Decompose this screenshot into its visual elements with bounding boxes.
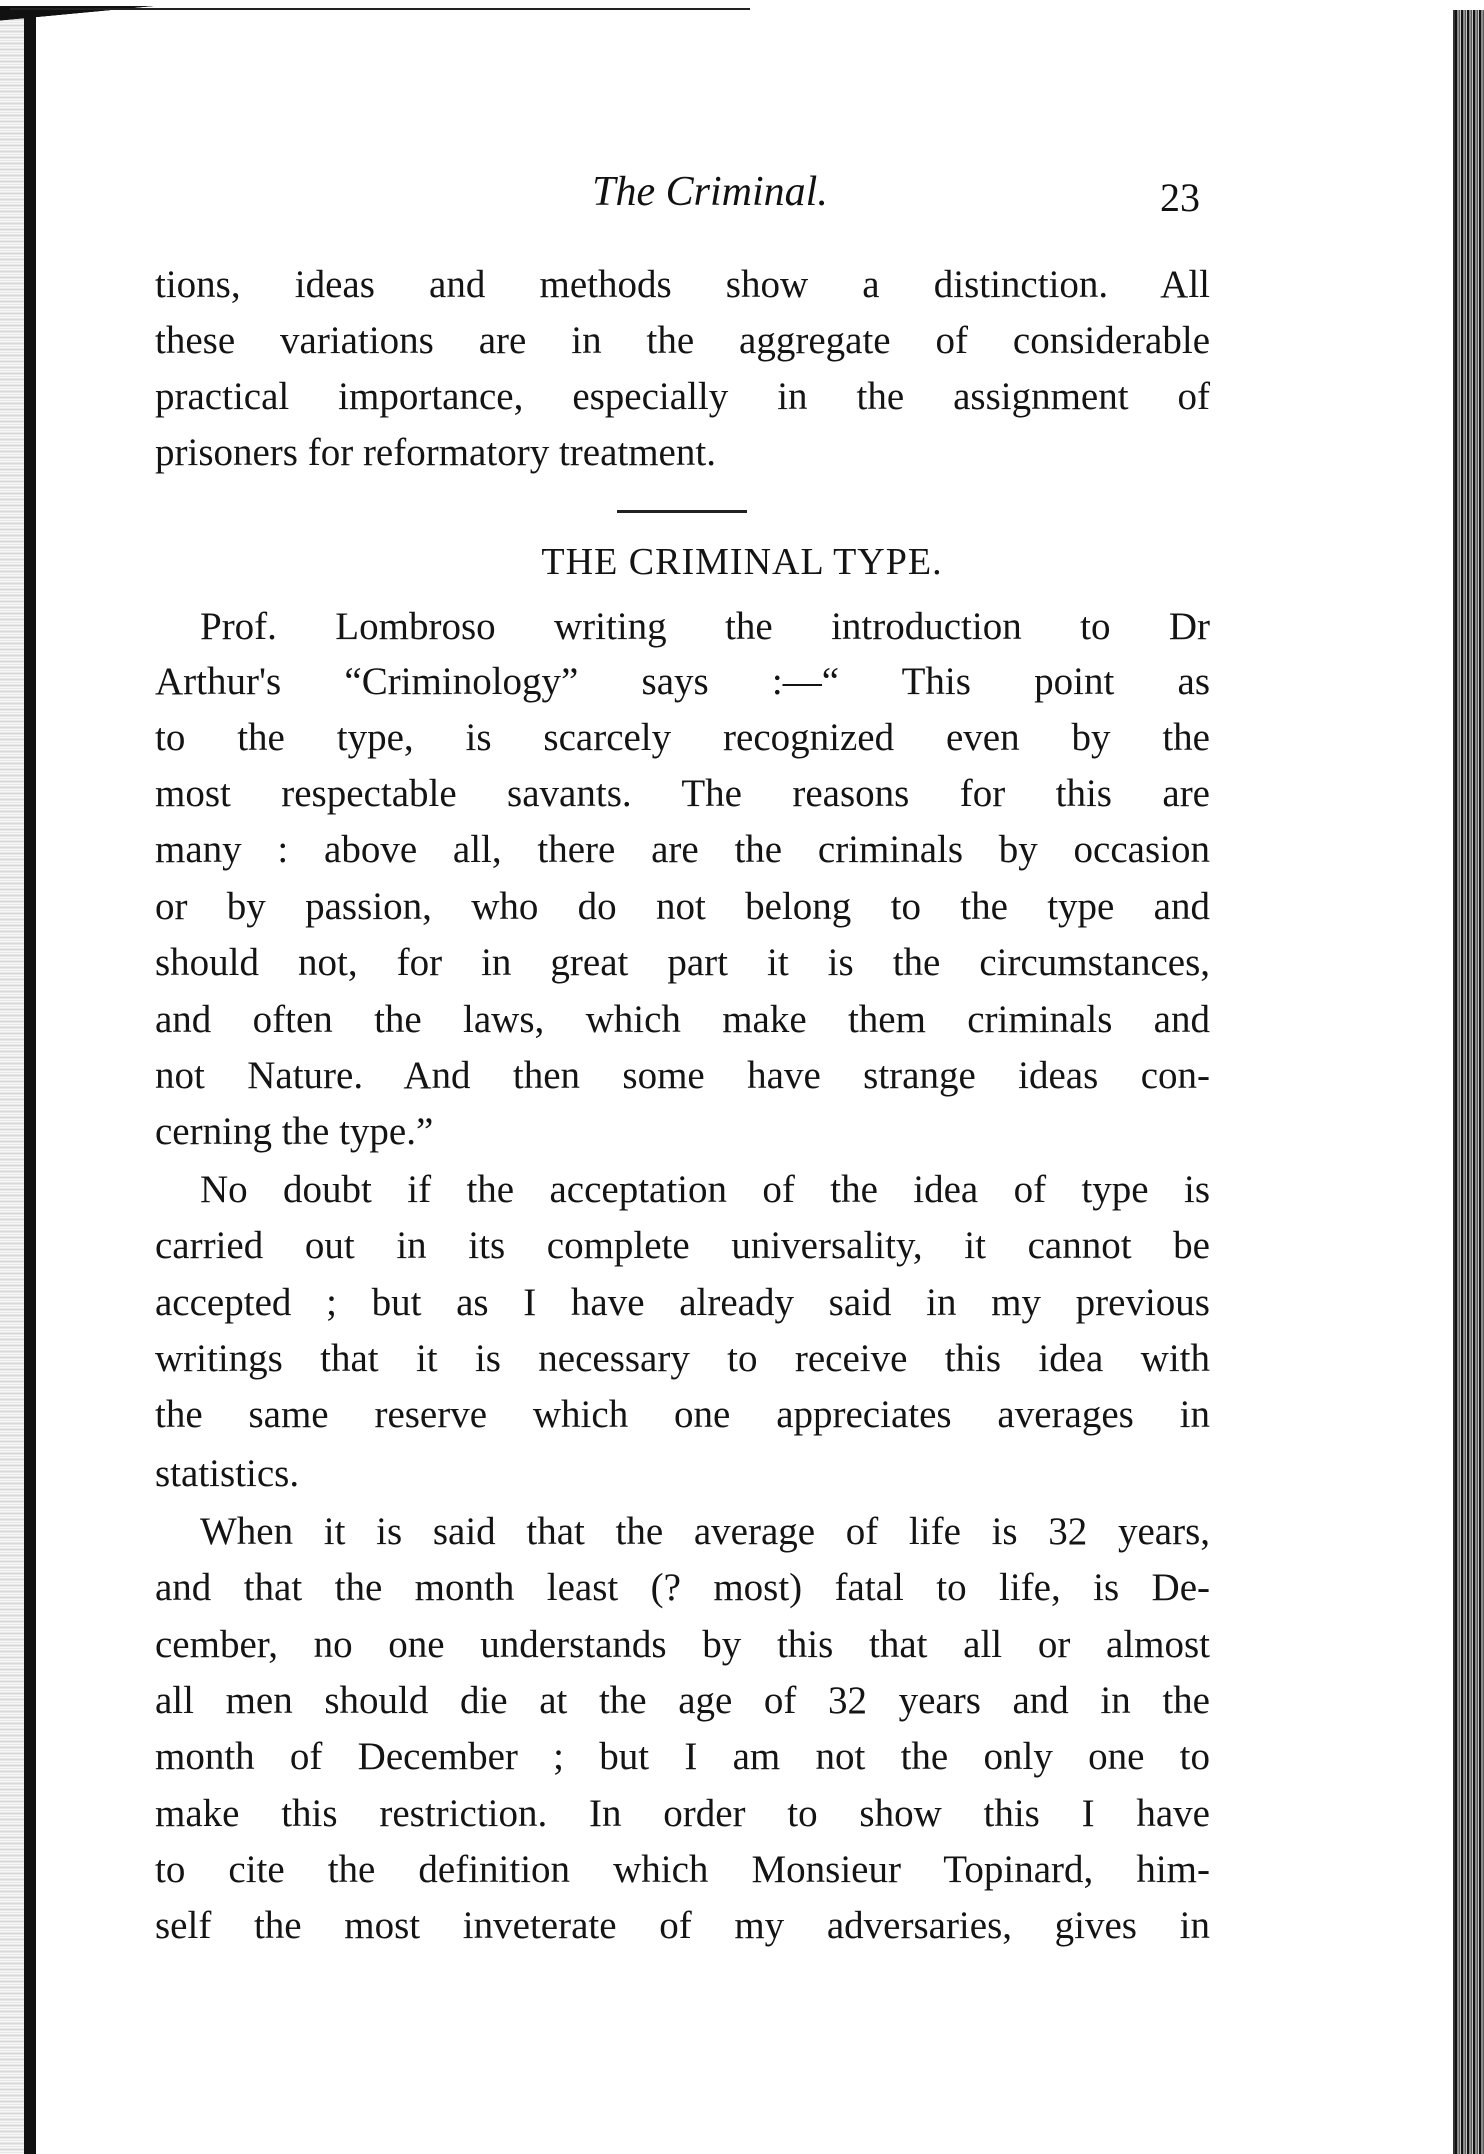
text-line: When it is said that the average of life is 32 years, [200,1510,1210,1553]
text-line: month of December ; but I am not the only one to [155,1735,1210,1778]
text-line: and that the month least (? most) fatal to life, is De- [155,1566,1210,1609]
text-line: No doubt if the acceptation of the idea of type is [200,1168,1210,1211]
text-line: Arthur's “Criminology” says :—“ This point as [155,660,1210,703]
page-number: 23 [1160,175,1200,220]
running-title: The Criminal. [592,169,828,215]
page-stack-right [1455,10,1484,2154]
text-line: cerning the type.” [155,1110,434,1153]
section-heading: THE CRIMINAL TYPE. [541,541,943,583]
text-line: many : above all, there are the criminals by occasion [155,828,1210,871]
text-line: most respectable savants. The reasons for this are [155,772,1210,815]
text-line: carried out in its complete universality, it cannot be [155,1224,1210,1267]
text-line: tions, ideas and methods show a distinction. All [155,263,1210,306]
text-line: should not, for in great part it is the circumstances, [155,941,1210,984]
text-line: prisoners for reformatory treatment. [155,431,716,474]
text-line: or by passion, who do not belong to the type and [155,885,1210,928]
text-line: and often the laws, which make them criminals and [155,998,1210,1041]
running-head [0,168,1484,218]
text-line: not Nature. And then some have strange ideas con- [155,1054,1210,1097]
text-line: to cite the definition which Monsieur Topinard, him- [155,1848,1210,1891]
text-line: self the most inveterate of my adversaries, gives in [155,1904,1210,1947]
text-line: these variations are in the aggregate of considerable [155,319,1210,362]
text-line: Prof. Lombroso writing the introduction to Dr [200,605,1210,648]
text-line: accepted ; but as I have already said in my previous [155,1281,1210,1324]
binding-shadow-left [0,10,24,2154]
text-line: the same reserve which one appreciates averages in [155,1393,1210,1436]
text-line: writings that it is necessary to receive this idea with [155,1337,1210,1380]
page-top-edge [10,8,750,10]
binding-edge-left [24,10,36,2154]
text-line: make this restriction. In order to show this I have [155,1792,1210,1835]
text-line: statistics. [155,1452,300,1495]
text-line: all men should die at the age of 32 years and in the [155,1679,1210,1722]
text-line: practical importance, especially in the assignment of [155,375,1210,418]
text-line: to the type, is scarcely recognized even by the [155,716,1210,759]
section-divider-rule [617,510,747,513]
text-line: cember, no one understands by this that all or almost [155,1623,1210,1666]
